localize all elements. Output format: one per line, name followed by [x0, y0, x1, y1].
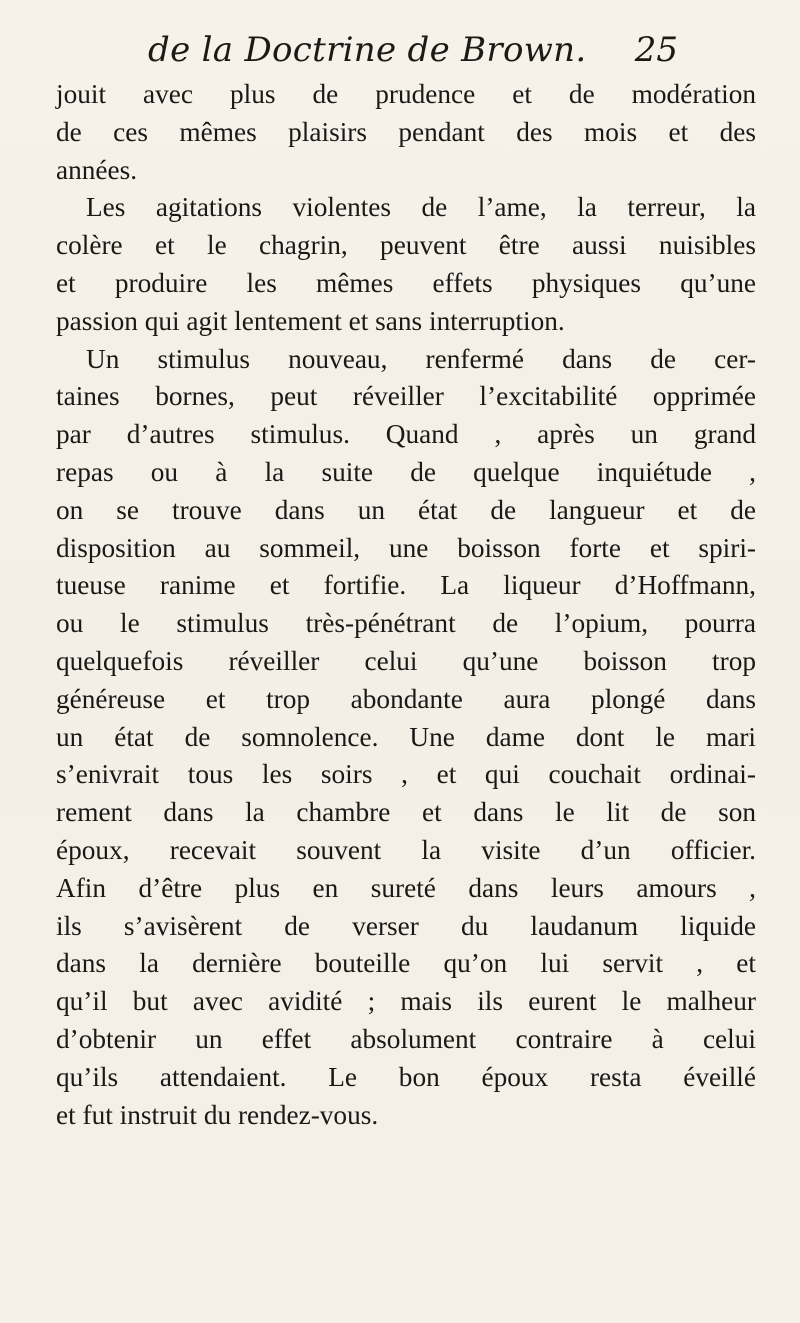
text-line: années.: [56, 154, 138, 185]
text-line: Un stimulus nouveau, renfermé dans de cer-: [86, 343, 756, 374]
text-line: par d’autres stimulus. Quand , après un grand: [56, 419, 756, 450]
body-text: [56, 76, 756, 1134]
text-line: un état de somnolence. Une dame dont le mari: [56, 721, 756, 752]
text-line: époux, recevait souvent la visite d’un officier.: [56, 834, 756, 865]
text-line: Les agitations violentes de l’ame, la terreur, la: [86, 192, 756, 223]
text-line: colère et le chagrin, peuvent être aussi nuisibles: [56, 230, 756, 261]
text-line: Afin d’être plus en sureté dans leurs amours ,: [56, 872, 756, 903]
text-line: repas ou à la suite de quelque inquiétude ,: [56, 456, 756, 487]
text-line: de ces mêmes plaisirs pendant des mois et des: [56, 116, 756, 147]
text-line: quelquefois réveiller celui qu’une boisson trop: [56, 645, 756, 676]
text-line: passion qui agit lentement et sans interruption.: [56, 305, 565, 336]
text-line: généreuse et trop abondante aura plongé dans: [56, 683, 756, 714]
text-line: jouit avec plus de prudence et de modération: [56, 79, 756, 109]
running-head: [148, 30, 678, 74]
text-line: et produire les mêmes effets physiques qu’une: [56, 267, 756, 298]
text-line: rement dans la chambre et dans le lit de son: [56, 797, 756, 828]
text-line: ils s’avisèrent de verser du laudanum liquide: [56, 910, 756, 941]
text-line: qu’il but avec avidité ; mais ils eurent le malheur: [56, 986, 756, 1017]
text-line: tueuse ranime et fortifie. La liqueur d’Hoffmann,: [56, 570, 756, 601]
text-line: et fut instruit du rendez-vous.: [56, 1099, 379, 1130]
text-line: d’obtenir un effet absolument contraire à celui: [56, 1023, 756, 1054]
text-line: s’enivrait tous les soirs , et qui couchait ordinai-: [56, 759, 756, 790]
text-line: on se trouve dans un état de langueur et de: [56, 494, 756, 525]
text-line: taines bornes, peut réveiller l’excitabilité opprimée: [56, 381, 756, 412]
text-line: qu’ils attendaient. Le bon époux resta éveillé: [56, 1061, 756, 1092]
running-title: de la Doctrine de Brown.: [148, 30, 587, 70]
text-line: disposition au sommeil, une boisson forte et spiri-: [56, 532, 756, 563]
text-line: dans la dernière bouteille qu’on lui servit , et: [56, 948, 756, 979]
text-line: ou le stimulus très-pénétrant de l’opium, pourra: [56, 608, 756, 639]
page-number: 25: [634, 30, 678, 70]
